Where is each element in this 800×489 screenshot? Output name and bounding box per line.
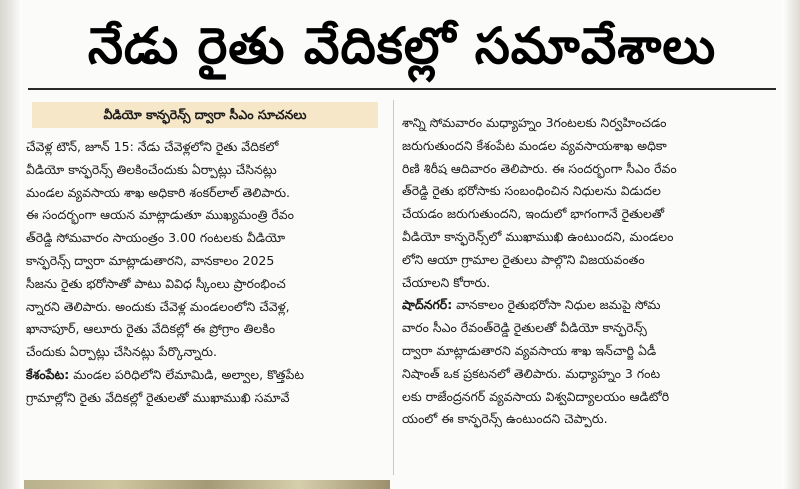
- newspaper-clipping: [22, 0, 782, 489]
- article-line: న్నారని తెలిపారు. అందుకు చేవెళ్ల మండలంలోని చేవెళ్ల,: [26, 298, 290, 314]
- article-line-text: వానకాలం రైతుభరోసా నిధుల జమపై సోమ: [452, 297, 661, 313]
- article-line: శాన్ని సోమవారం మధ్యాహ్నం 3గంటలకు నిర్వహించడం: [402, 115, 667, 130]
- keshampet-dateline: కేశంపేట:: [26, 366, 70, 382]
- article-line: త్‌రెడ్డి సోమవారం సాయంత్రం 3.00 గంటలకు వీడియో: [26, 230, 286, 246]
- headline-rule: [28, 88, 776, 90]
- keshampet-paragraph-first-line: [26, 364, 386, 387]
- article-line-text: మండల పరిధిలోని లేమామిడి, అల్వాల, కొత్తపేట: [69, 366, 305, 382]
- article-line: వారం సీఎం రేవంత్‌రెడ్డి రైతులతో వీడియో కాన్ఫరెన్స్: [402, 320, 647, 336]
- article-line: రిణి శిరీష ఆదివారం తెలిపారు. ఈ సందర్భంగా సీఎం రేవం: [402, 160, 677, 176]
- article-line: వీడియో కాన్ఫరెన్స్‌లో ముఖాముఖి ఉంటుందని, మండలం: [402, 228, 674, 244]
- article-line: నిషాంత్ ఒక ప్రకటనలో తెలిపారు. మధ్యాహ్నం 3 గంట: [402, 365, 661, 381]
- article-line: లోని ఆయా గ్రామాల రైతులు పాల్గొని విజయవంతం: [402, 251, 645, 267]
- article-line: సీజను రైతు భరోసాతో పాటు వివిధ స్కీంలు ప్రారంభించ: [26, 275, 286, 291]
- article-line: చేందుకు ఏర్పాట్లు చేసినట్లు పేర్కొన్నారు.: [26, 344, 217, 360]
- article-line: వీడియో కాన్ఫరెన్స్ తిలకించేందుకు ఏర్పాట్లు చేసినట్లు: [26, 161, 277, 177]
- article-line: ద్వారా మాట్లాడుతారని వ్యవసాయ శాఖ ఇన్‌చార్జి ఏడీ: [402, 342, 657, 358]
- page-edge-left: [0, 0, 22, 489]
- article-line: మండల వ్యవసాయ శాఖ అధికారి శంకర్‌లాల్ తెలిపారు.: [26, 184, 290, 200]
- article-line: త్‌రెడ్డి రైతు భరోసాకు సంబంధించిన నిధులను విడుదల: [402, 183, 661, 199]
- article-line: ఈ సందర్భంగా ఆయన మాట్లాడుతూ ముఖ్యమంత్రి రేవం: [26, 207, 294, 223]
- column-divider: [393, 100, 394, 475]
- article-line: చేయాలని కోరారు.: [402, 274, 491, 290]
- article-line: యంలో ఈ కాన్ఫరెన్స్ ఉంటుందని చెప్పారు.: [402, 411, 608, 427]
- shadnagar-dateline: షాద్‌నగర్:: [402, 297, 453, 313]
- article-line: చేయడం జరుగుతుందని, ఇందులో భాగంగానే రైతులతో: [402, 206, 665, 222]
- subheading: వీడియో కాన్ఫరెన్స్ ద్వారా సీఎం సూచనలు: [32, 102, 378, 128]
- article-line: కాన్ఫరెన్స్ ద్వారా మాట్లాడుతారని, వానకాలం 2025: [26, 252, 275, 268]
- headline: నేడు రైతు వేదికల్లో సమావేశాలు: [87, 17, 717, 75]
- article-column-left: [26, 98, 386, 410]
- article-line: జరుగుతుందని కేశంపేట మండల వ్యవసాయశాఖ అధికా: [402, 137, 667, 153]
- article-line: చేవెళ్ల టౌన్, జూన్ 15: నేడు చేవెళ్లలోని రైతు వేదికలో: [26, 139, 279, 154]
- photo-strip: [24, 480, 390, 489]
- article-line: ఖానాపూర్, ఆలూరు రైతు వేదికల్లో ఈ ప్రోగ్రాం తిలకిం: [26, 321, 276, 337]
- article-line: లకు రాజేంద్రనగర్ వ్యవసాయ విశ్వవిద్యాలయం ఆడిటోరి: [402, 388, 670, 404]
- shadnagar-paragraph-first-line: [402, 294, 774, 317]
- page-edge-right: [782, 0, 800, 489]
- article-line: గ్రామాల్లోని రైతు వేదికల్లో రైతులతో ముఖాముఖి సమావే: [26, 389, 290, 405]
- article-column-right: [402, 112, 774, 431]
